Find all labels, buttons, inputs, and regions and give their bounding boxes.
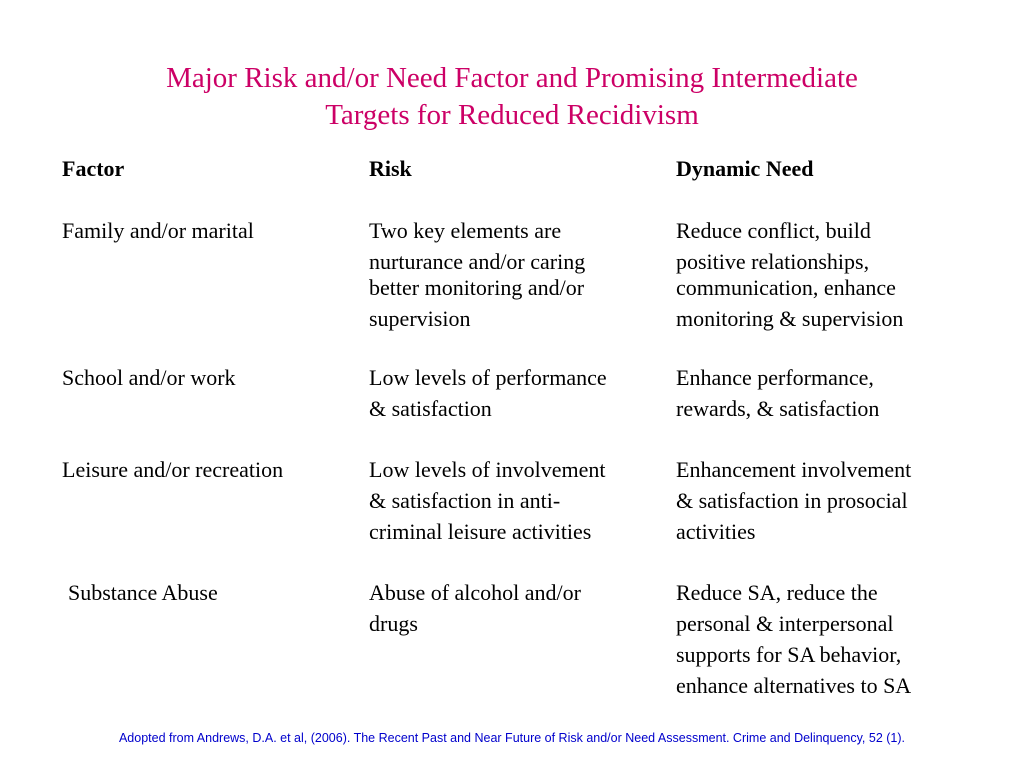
cell-text: Abuse of alcohol and/or [369, 580, 581, 605]
cell-text: Family and/or marital [62, 218, 254, 243]
cell-text: communication, enhance [676, 275, 896, 300]
risk-cell-leisure [369, 454, 605, 547]
factor-cell-substance-abuse [62, 577, 218, 608]
need-cell-school [676, 362, 879, 424]
cell-text: rewards, & satisfaction [676, 396, 880, 421]
cell-text: activities [676, 519, 756, 544]
cell-text: monitoring & supervision [676, 306, 904, 331]
citation-footer: Adopted from Andrews, D.A. et al, (2006). The Recent Past and Near Future of Risk and/or Need Assessment. Crime and Delinquency, 52 (1). [118, 731, 906, 745]
risk-cell-school [369, 362, 607, 424]
cell-text: supervision [369, 306, 471, 331]
risk-cell-family [369, 215, 585, 334]
cell-text: Two key elements are [369, 218, 562, 243]
cell-text: enhance alternatives to SA [676, 673, 912, 698]
column-header-dynamic-need: Dynamic Need [676, 156, 814, 181]
cell-text: Reduce SA, reduce the [676, 580, 878, 605]
cell-text: Low levels of involvement [369, 457, 606, 482]
cell-text: Reduce conflict, build [676, 218, 871, 243]
factor-cell-school [62, 362, 236, 393]
cell-text: Leisure and/or recreation [62, 457, 284, 482]
column-header-factor: Factor [62, 156, 125, 181]
cell-text: better monitoring and/or [369, 275, 585, 300]
cell-text: Low levels of performance [369, 365, 607, 390]
cell-text: personal & interpersonal [676, 611, 894, 636]
cell-text: & satisfaction [369, 396, 492, 421]
need-cell-leisure [676, 454, 911, 547]
cell-text: Enhance performance, [676, 365, 874, 390]
cell-text: positive relationships, [676, 249, 870, 274]
need-cell-substance-abuse [676, 577, 911, 701]
cell-text: School and/or work [62, 365, 236, 390]
slide-title [0, 60, 1024, 134]
need-cell-family [676, 215, 903, 334]
slide-title-line-1: Major Risk and/or Need Factor and Promising Intermediate [166, 62, 858, 94]
cell-text: & satisfaction in anti- [369, 488, 561, 513]
factor-cell-leisure [62, 454, 283, 485]
cell-text: supports for SA behavior, [676, 642, 902, 667]
cell-text: criminal leisure activities [369, 519, 592, 544]
column-header-risk: Risk [369, 156, 412, 181]
cell-text: Enhancement involvement [676, 457, 912, 482]
slide-title-line-2: Targets for Reduced Recidivism [325, 99, 699, 131]
risk-cell-substance-abuse [369, 577, 581, 639]
cell-text: drugs [369, 611, 418, 636]
cell-text: nurturance and/or caring [369, 249, 586, 274]
cell-text: Substance Abuse [68, 580, 218, 605]
cell-text: & satisfaction in prosocial [676, 488, 908, 513]
factor-cell-family [62, 215, 254, 246]
